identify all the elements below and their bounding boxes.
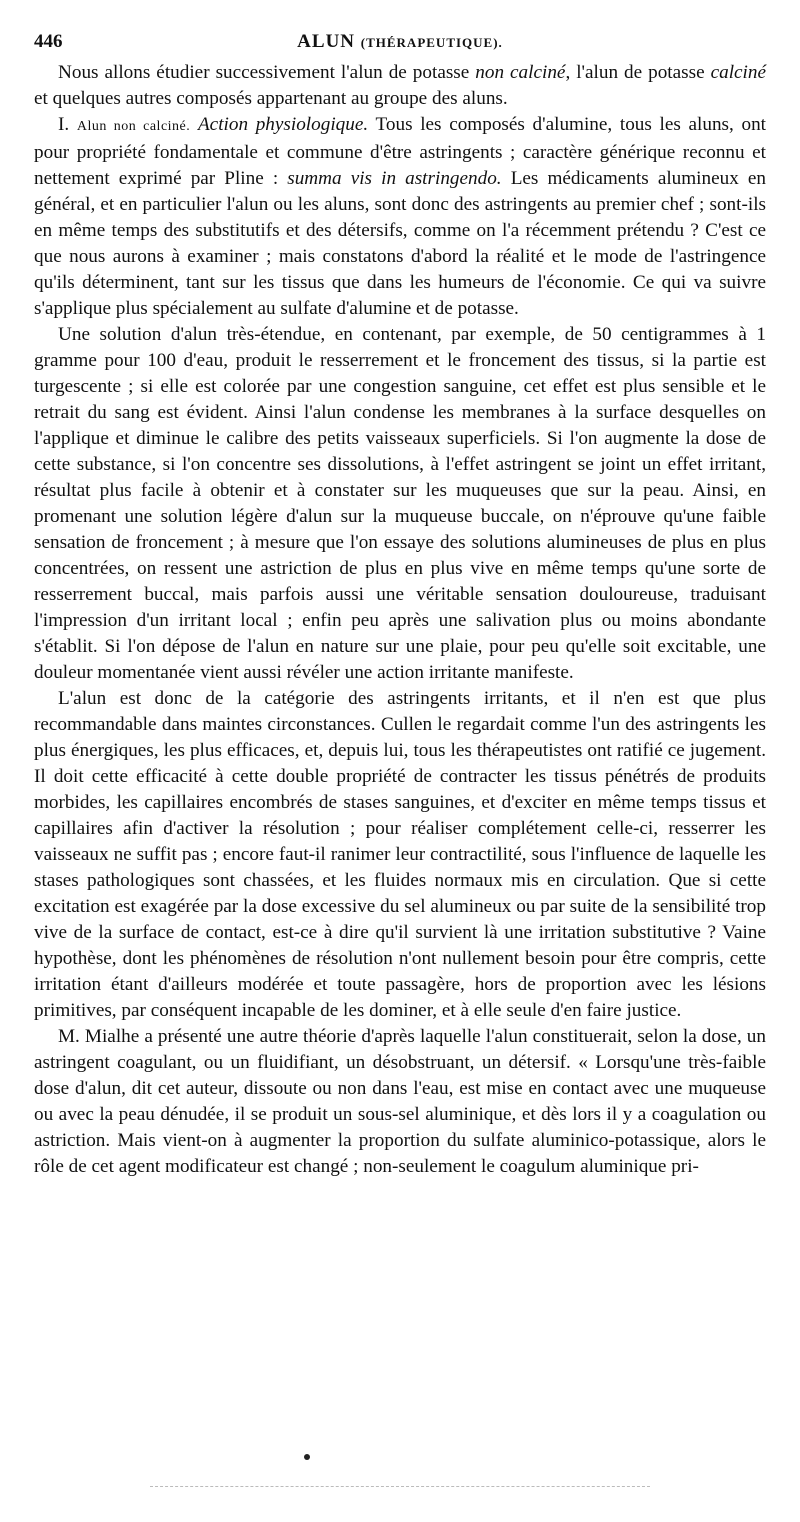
paragraph-astringents: L'alun est donc de la catégorie des astringents irritants, et il n'en est que plus recommandable dans maintes circonstances. Cullen le regardait comme l'un des astringents les plus énergiques, les plus efficaces, et, depuis lui, tous les thérapeutistes ont ratifié ce jugement. Il doit cette efficacité à cette double propriété de contracter les tissus pénétrés de produits morbides, les capillaires encombrés de stases sanguines, et d'exciter en même temps tissus et capillaires afin d'activer la résolution ; pour réaliser complétement celle-ci, resserrer les vaisseaux ne suffit pas ; encore faut-il ranimer leur contractilité, sous l'influence de laquelle les stases pathologiques sont chassées, et les fluides normaux mis en circulation. Que si cette excitation est exagérée par la dose excessive du sel alumineux ou par suite de la sensibilité trop vive de la surface de contact, est-ce à dire qu'il survient là une irritation substitutive ? Vaine hypothèse, dont les phénomènes de résolution n'ont nullement besoin pour être compris, cette irritation étant d'ailleurs modérée et toute passagère, hors de proportion avec les lésions primitives, par conséquent incapable de les dominer, et à elle seule d'en faire justice. — [34, 688, 766, 1021]
footer-rule — [150, 1486, 650, 1487]
latin-quote: summa vis in astringendo. — [287, 168, 502, 189]
italic-text: non calciné — [475, 62, 566, 83]
subsection-heading: Action physiologique. — [197, 114, 369, 135]
text-run: , l'alun de potasse — [565, 62, 711, 83]
paragraph-mialhe: M. Mialhe a présenté une autre théorie d'après laquelle l'alun constituerait, selon la dose, un astringent coagulant, ou un fluidifiant, un désobstruant, un détersif. « Lorsqu'une très-faible dose d'alun, dit cet auteur, dissoute ou non dans l'eau, est mise en contact avec une muqueuse ou avec la peau dénudée, il se produit un sous-sel aluminique, et dès lors il y a coagulation ou astriction. Mais vient-on à augmenter la proportion du sulfate aluminico-potassique, alors le rôle de cet agent modificateur est changé ; non-seulement le coagulum aluminique pri- — [34, 1026, 766, 1177]
paragraph-intro — [34, 60, 766, 112]
paragraph-section-heading — [34, 112, 766, 322]
running-head-subtitle: (THÉRAPEUTIQUE). — [360, 35, 503, 50]
page — [34, 26, 766, 1180]
running-head-title: ALUN — [297, 31, 356, 52]
ink-dot — [304, 1454, 310, 1460]
body-text — [34, 60, 766, 1180]
section-number: I. — [58, 114, 77, 135]
italic-text: calciné — [710, 62, 766, 83]
running-head — [34, 26, 766, 59]
text-run: Les médicaments alumineux en général, et en particulier l'alun ou les aluns, sont donc des astringents au premier chef ; sont-ils en même temps des substitutifs et des détersifs, comme on l'a récemment prétendu ? C'est ce que nous aurons à examiner ; mais constatons d'abord la réalité et le mode de l'astringence qu'ils déterminent, tant sur les tissus que dans les humeurs de l'économie. Ce qui va suivre s'applique plus spécialement au sulfate d'alumine et de potasse. — [34, 168, 767, 319]
page-header — [34, 26, 766, 58]
text-run — [190, 114, 198, 135]
page-number: 446 — [34, 31, 63, 52]
text-run: Tous les composés d'alumine, tous les aluns, ont pour propriété fondamentale et commune d'être astringents ; caractère générique reconnu et nettement exprimé par Pline : — [34, 114, 767, 189]
text-run: et quelques autres composés appartenant au groupe des aluns. — [34, 88, 508, 109]
section-heading: Alun non calciné. — [76, 119, 191, 134]
paragraph-solution: Une solution d'alun très-étendue, en contenant, par exemple, de 50 centigrammes à 1 gramme pour 100 d'eau, produit le resserrement et le froncement des tissus, si la partie est turgescente ; si elle est colorée par une congestion sanguine, cet effet est plus sensible et le retrait du sang est évident. Ainsi l'alun condense les membranes à la surface desquelles on l'applique et diminue le calibre des petits vaisseaux superficiels. Si l'on augmente la dose de cette substance, si l'on concentre ses dissolutions, à l'effet astringent se joint un effet irritant, résultat plus facile à obtenir et à constater sur les muqueuses que sur la peau. Ainsi, en promenant une solution légère d'alun sur la muqueuse buccale, on n'éprouve qu'une faible sensation de froncement ; à mesure que l'on essaye des solutions alumineuses de plus en plus concentrées, on ressent une astriction de plus en plus vive en même temps qu'une sorte de resserrement buccal, mais parfois aussi une véritable sensation douloureuse, traduisant l'impression d'un irritant local ; enfin peu après une salivation plus ou moins abondante s'établit. Si l'on dépose de l'alun en nature sur une plaie, pour peu qu'elle soit excitable, une douleur momentanée vient aussi révéler une action irritante manifeste. — [34, 324, 766, 683]
text-run: Nous allons étudier successivement l'alun de potasse — [58, 62, 476, 83]
